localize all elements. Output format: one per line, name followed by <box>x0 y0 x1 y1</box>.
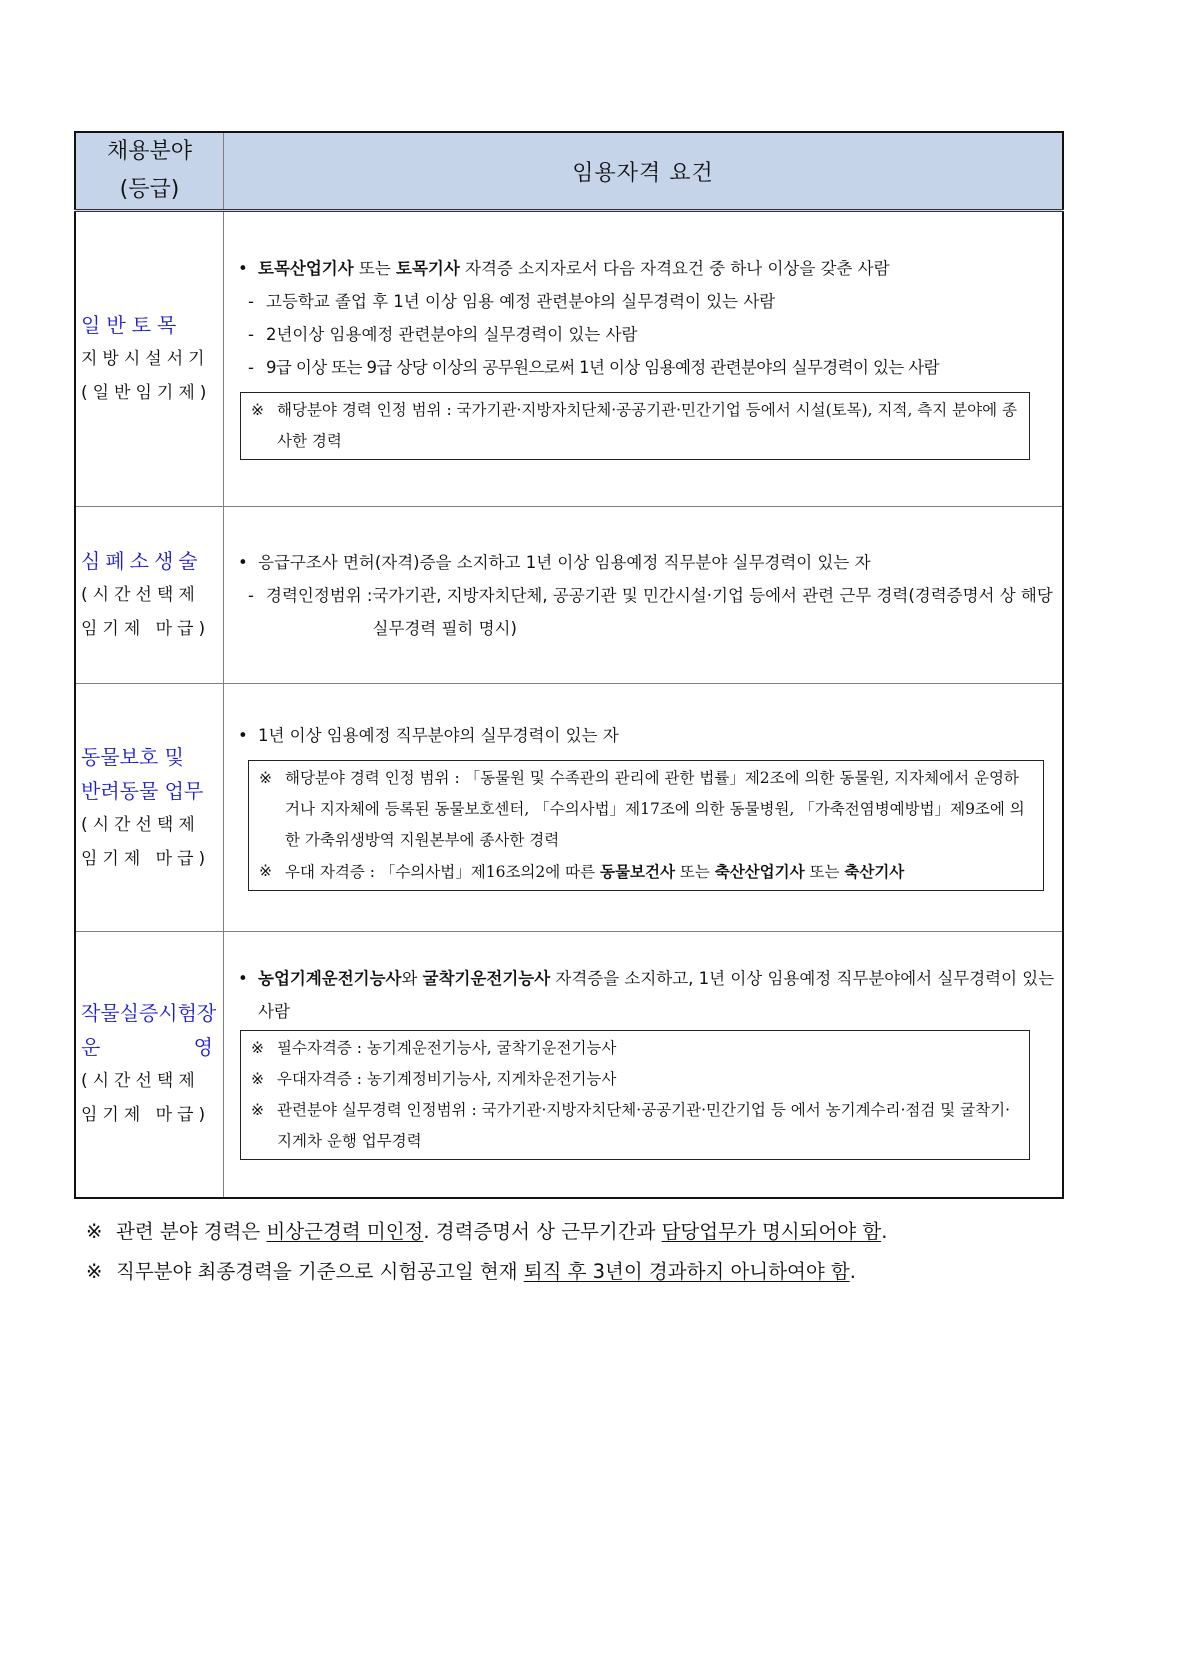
text: 자격증을 소지하고, 1년 이상 임용예정 직무분야에서 실무경력이 있는 사람 <box>258 969 1055 1022</box>
bold-text: 축산산업기사 <box>714 861 805 881</box>
category-sub: (시간선택제 <box>81 1071 200 1092</box>
category-sub: (일반임기제) <box>81 383 212 403</box>
text: 자격증 소지자로서 다음 자격요건 중 하나 이상을 갖춘 사람 <box>459 259 890 278</box>
bold-text: 축산기사 <box>844 861 905 881</box>
note-text: 또는 <box>674 862 715 881</box>
dash-icon: - <box>248 585 254 605</box>
bold-text: 농업기계운전기능사 <box>258 969 402 989</box>
category-title: 반려동물 업무 <box>81 778 204 803</box>
note-box <box>240 392 1030 460</box>
bullet-icon: • <box>238 259 248 278</box>
footnote-text: 관련 분야 경력은 <box>116 1220 267 1243</box>
note-icon: ※ <box>86 1260 103 1283</box>
text: 1년 이상 임용예정 직무분야의 실무경력이 있는 자 <box>258 725 619 745</box>
requirement-cell <box>224 932 1064 1198</box>
underlined-text: 퇴직 후 3년이 경과하지 아니하여야 함 <box>523 1260 850 1283</box>
underlined-text: 담당업무가 명시되어야 함 <box>661 1220 882 1243</box>
requirements-table <box>74 131 1064 1199</box>
dash-icon: - <box>248 358 254 377</box>
table-row <box>75 684 1063 932</box>
category-title-part: 영 <box>193 1035 213 1060</box>
table-row <box>75 507 1063 684</box>
category-cell <box>75 211 224 507</box>
note-icon: ※ <box>86 1220 103 1243</box>
header-requirement: 임용자격 요건 <box>224 132 1064 211</box>
label-text: 경력인정범위 : <box>266 585 373 605</box>
header-category-line2: (등급) <box>119 177 180 202</box>
note-text: 우대자격증 : 농기계정비기능사, 지게차운전기능사 <box>277 1070 617 1089</box>
footnote <box>86 1252 887 1292</box>
list-item <box>238 962 1056 1028</box>
header-category-line1: 채용분야 <box>106 139 192 164</box>
dash-icon: - <box>248 292 254 311</box>
requirement-cell <box>224 684 1064 932</box>
note-icon: ※ <box>259 768 272 787</box>
footnote-text: 직무분야 최종경력을 기준으로 시험공고일 현재 <box>116 1260 524 1283</box>
bullet-icon: • <box>238 552 248 572</box>
category-title: 작물실증시험장 <box>81 1001 217 1026</box>
category-cell <box>75 932 224 1198</box>
footnotes <box>86 1212 887 1292</box>
bold-text: 토목산업기사 <box>258 259 354 278</box>
bold-text: 동물보건사 <box>600 861 675 881</box>
list-item <box>238 285 1056 318</box>
table-header-row <box>75 132 1063 211</box>
note-text: 관련분야 실무경력 인정범위 : 국가기관·지방자치단체·공공기관·민간기업 등 에서 농기계수리·점검 및 굴착기·지게차 운행 업무경력 <box>277 1101 1011 1151</box>
note-box <box>240 1030 1030 1160</box>
list-item <box>238 252 1056 285</box>
bold-text: 굴착기운전기능사 <box>422 969 551 989</box>
text: 국가기관, 지방자치단체, 공공기관 및 민간시설·기업 등에서 관련 근무 경력(경력증명서 상 해당 실무경력 필히 명시) <box>372 585 1053 638</box>
text: 9급 이상 또는 9급 상당 이상의 공무원으로써 1년 이상 임용예정 관련분야의 실무경력이 있는 사람 <box>266 358 939 377</box>
note-text: 또는 <box>804 862 845 881</box>
text: 고등학교 졸업 후 1년 이상 임용 예정 관련분야의 실무경력이 있는 사람 <box>266 292 776 311</box>
list-item <box>238 318 1056 351</box>
text: 응급구조사 면허(자격)증을 소지하고 1년 이상 임용예정 직무분야 실무경력이 있는 자 <box>258 552 871 572</box>
footnote <box>86 1212 887 1252</box>
category-sub: (시간선택제 <box>81 814 200 835</box>
list-item <box>238 719 1056 752</box>
text: 와 <box>401 969 423 989</box>
bullet-icon: • <box>238 969 248 989</box>
note-icon: ※ <box>251 1039 264 1058</box>
category-cell <box>75 684 224 932</box>
note-icon: ※ <box>251 1070 264 1089</box>
requirement-cell <box>224 211 1064 507</box>
category-sub: 임기제 마급) <box>81 1105 211 1126</box>
underlined-text: 비상근경력 미인정 <box>266 1220 424 1243</box>
note-icon: ※ <box>251 1101 264 1120</box>
category-cell <box>75 507 224 684</box>
list-item <box>238 351 1056 384</box>
header-category <box>75 132 224 211</box>
category-title: 동물보호 및 <box>81 744 184 769</box>
note-box <box>248 760 1044 891</box>
category-title <box>81 1030 213 1064</box>
category-sub: 임기제 마급) <box>81 848 211 869</box>
note-text: 필수자격증 : 농기계운전기능사, 굴착기운전기능사 <box>277 1039 617 1058</box>
footnote-text: . <box>881 1220 888 1243</box>
category-sub: 임기제 마급) <box>81 619 211 639</box>
list-item <box>238 546 1056 579</box>
dash-icon: - <box>248 325 254 344</box>
list-item <box>238 579 1056 645</box>
category-title: 심폐소생술 <box>81 549 203 573</box>
category-sub: (시간선택제 <box>81 585 200 605</box>
category-title-part: 운 <box>81 1035 101 1060</box>
table-row <box>75 211 1063 507</box>
requirement-cell <box>224 507 1064 684</box>
note-icon: ※ <box>251 401 264 419</box>
footnote-text: . 경력증명서 상 근무기간과 <box>423 1220 662 1243</box>
bold-text: 토목기사 <box>396 259 460 278</box>
bullet-icon: • <box>238 725 248 745</box>
note-text: 해당분야 경력 인정 범위 : 「동물원 및 수족관의 관리에 관한 법률」제2조에 의한 동물원, 지자체에서 운영하거나 지자체에 등록된 동물보호센터, 「수의사법」제17조에 의한 동물병원, 「가축전염병예방법」제9조에 의한 가축위생방역 지원본부에 종사한 경력 <box>285 768 1025 849</box>
note-text: 우대 자격증 : 「수의사법」제16조의2에 따른 <box>285 862 601 881</box>
note-icon: ※ <box>259 861 272 880</box>
footnote-text: . <box>849 1260 856 1283</box>
text: 또는 <box>353 259 397 278</box>
text: 2년이상 임용예정 관련분야의 실무경력이 있는 사람 <box>266 325 638 344</box>
category-title: 일반토목 <box>81 313 183 337</box>
category-sub: 지방시설서기 <box>81 349 210 369</box>
note-text: 해당분야 경력 인정 범위 : 국가기관·지방자치단체·공공기관·민간기업 등에서 시설(토목), 지적, 측지 분야에 종사한 경력 <box>277 401 1017 450</box>
table-row <box>75 932 1063 1198</box>
